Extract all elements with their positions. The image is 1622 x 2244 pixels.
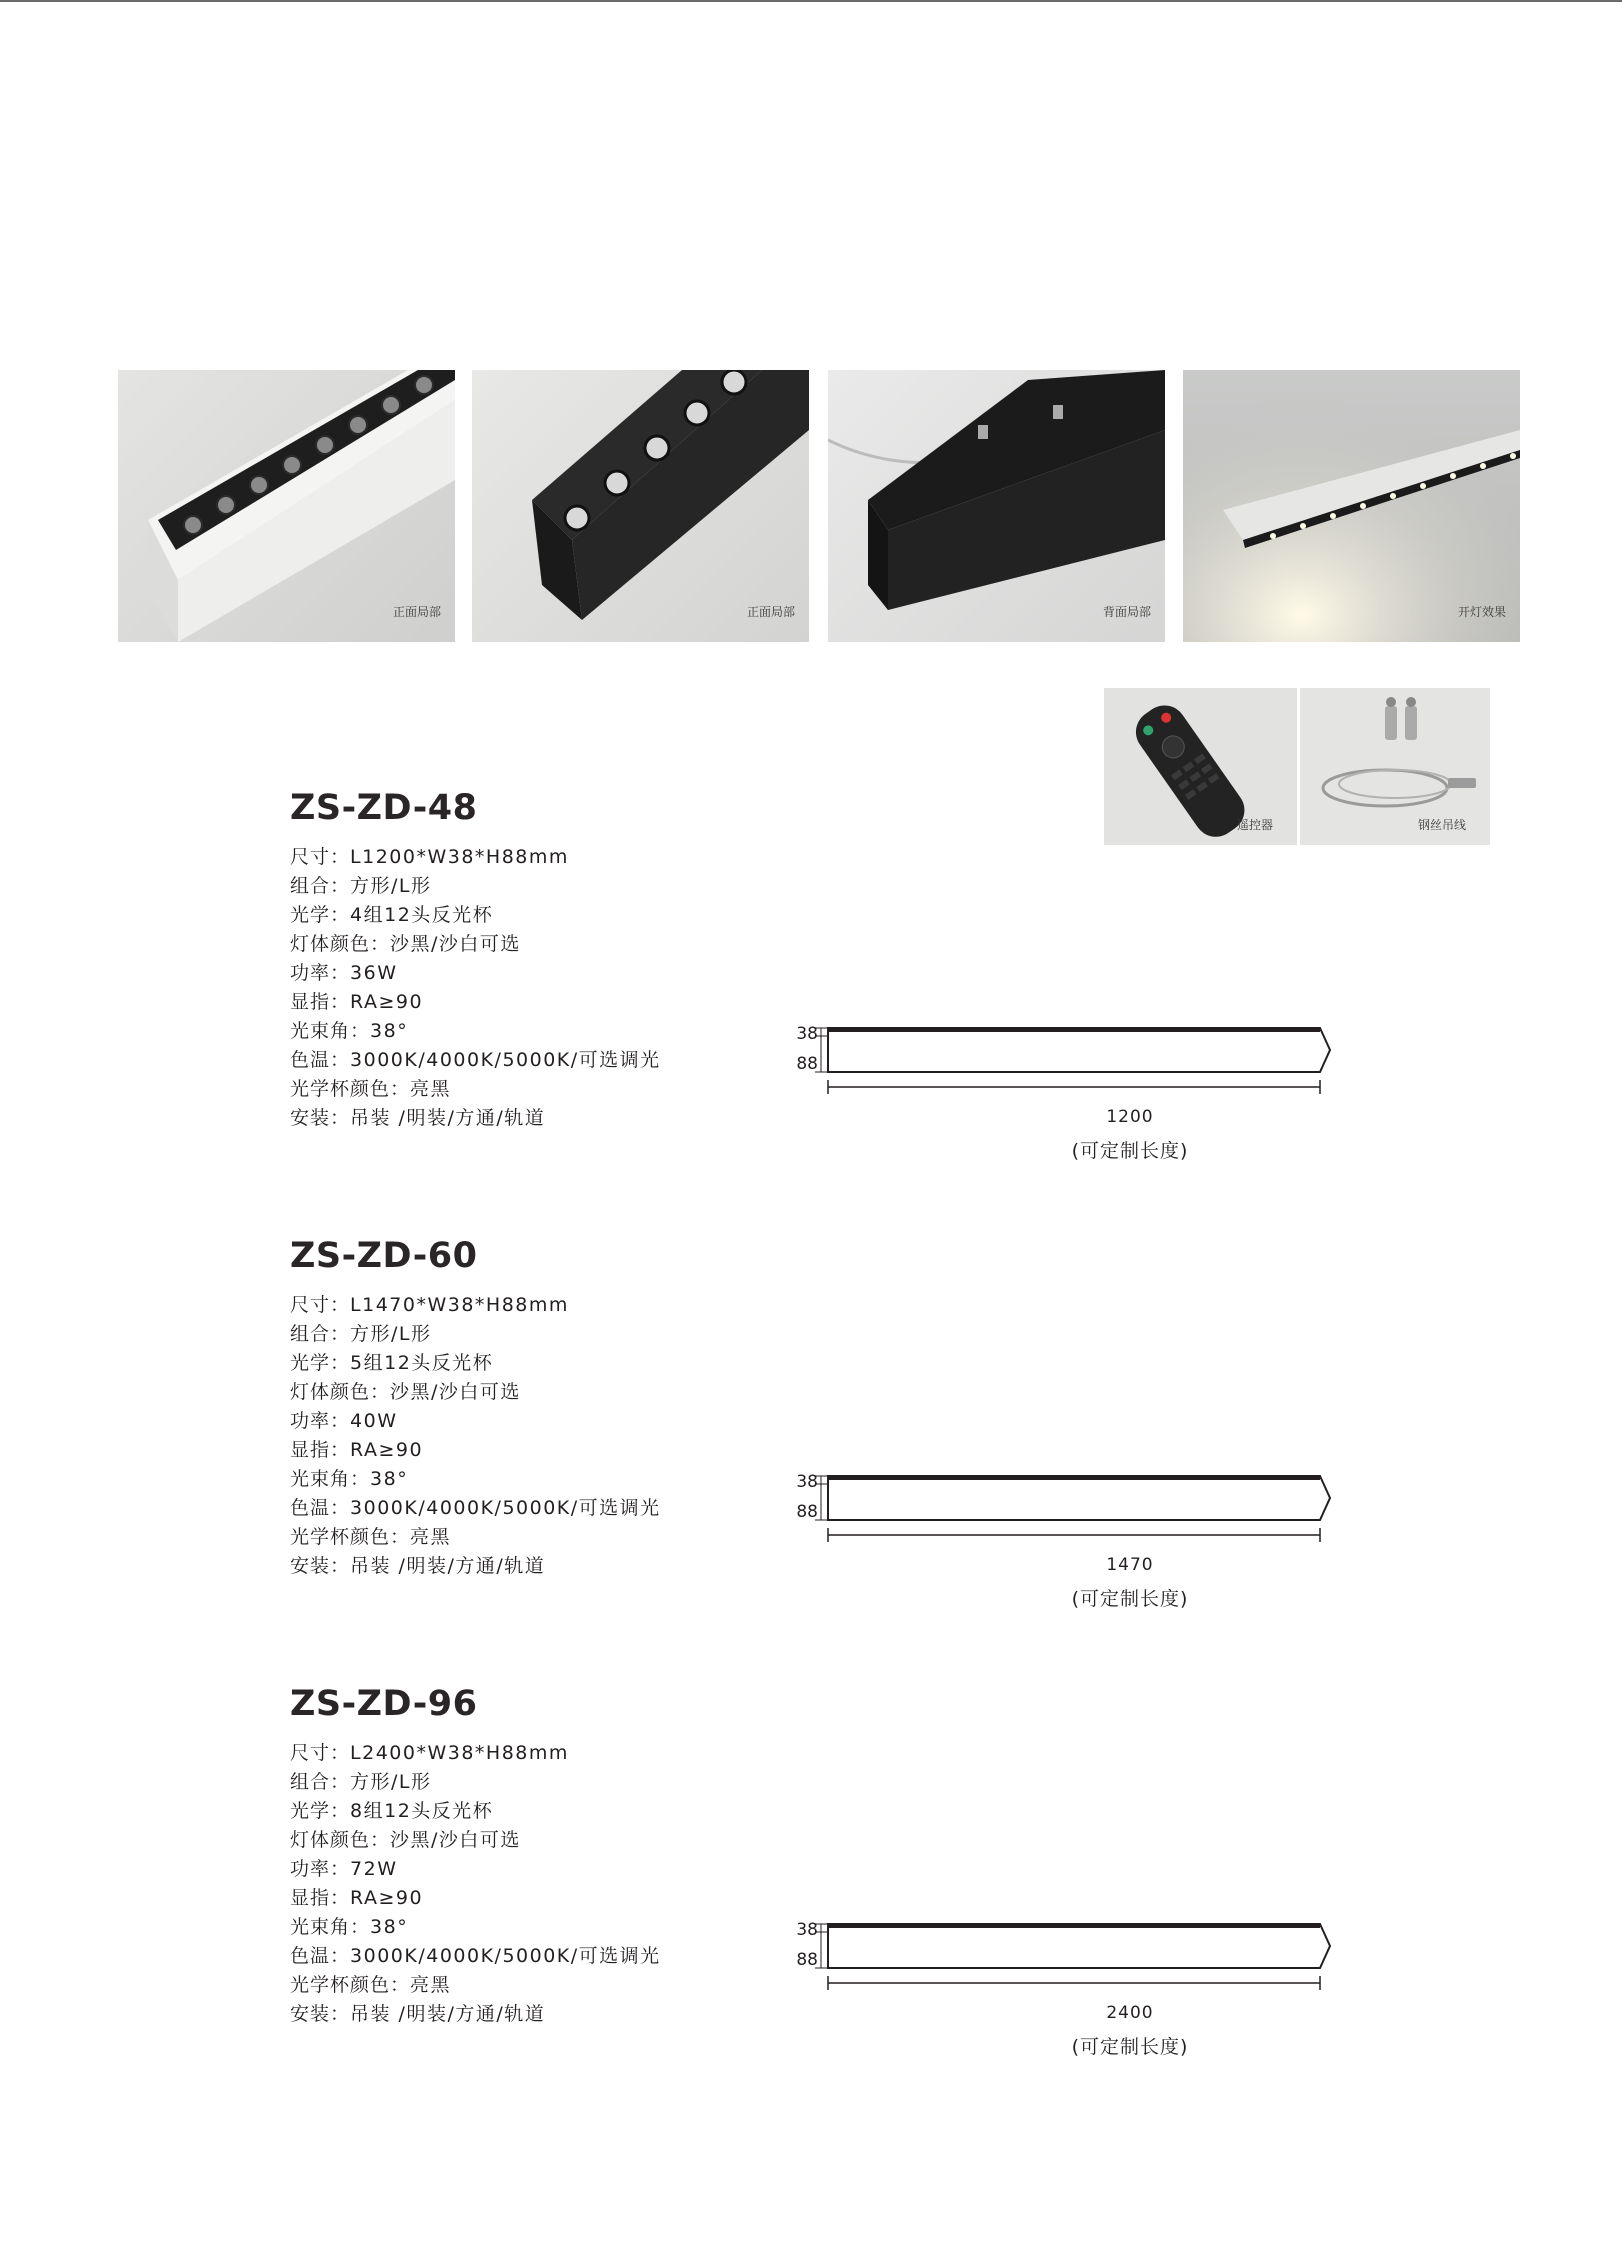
spec-list <box>290 843 661 1133</box>
top-rule <box>0 0 1622 2</box>
spec-size: 尺寸：L2400*W38*H88mm <box>290 1742 569 1764</box>
spec-beam-angle: 光束角：38° <box>290 1468 409 1490</box>
product-block-zs-zd-60 <box>290 1236 1560 1656</box>
spec-list <box>290 1291 661 1581</box>
spec-cri: 显指：RA≥90 <box>290 991 424 1013</box>
accessory-caption: 钢丝吊线 <box>1417 818 1466 832</box>
product-model: ZS-ZD-60 <box>290 1236 478 1276</box>
dimension-width: 38 <box>796 1024 818 1044</box>
photo-front-detail-white <box>118 370 455 642</box>
dimension-diagram <box>790 1024 1622 1174</box>
back-fixture-illustration <box>828 370 1165 642</box>
spec-body-color: 灯体颜色：沙黑/沙白可选 <box>290 1829 521 1851</box>
product-block-zs-zd-96 <box>290 1684 1560 2104</box>
product-model: ZS-ZD-48 <box>290 788 478 828</box>
dimension-height: 88 <box>796 1950 818 1970</box>
spec-power: 功率：72W <box>290 1858 398 1880</box>
dimension-note: (可定制长度) <box>1071 1588 1189 1610</box>
spec-cup-color: 光学杯颜色：亮黑 <box>290 1078 452 1100</box>
photo-caption: 背面局部 <box>1102 605 1151 619</box>
photo-caption: 开灯效果 <box>1457 605 1506 619</box>
spec-beam-angle: 光束角：38° <box>290 1916 409 1938</box>
photo-caption: 正面局部 <box>392 605 441 619</box>
dimension-height: 88 <box>796 1054 818 1074</box>
spec-optics: 光学：5组12头反光杯 <box>290 1352 494 1374</box>
black-fixture-illustration <box>472 370 809 642</box>
spec-installation: 安装：吊装 /明装/方通/轨道 <box>290 2003 546 2025</box>
spec-optics: 光学：4组12头反光杯 <box>290 904 494 926</box>
dimension-note: (可定制长度) <box>1071 1140 1189 1162</box>
dimension-length: 2400 <box>1106 2003 1154 2023</box>
spec-installation: 安装：吊装 /明装/方通/轨道 <box>290 1107 546 1129</box>
dimension-length: 1470 <box>1106 1555 1154 1575</box>
spec-size: 尺寸：L1200*W38*H88mm <box>290 846 569 868</box>
accessory-caption: 遥控器 <box>1236 818 1273 832</box>
spec-combination: 组合：方形/L形 <box>290 875 432 897</box>
spec-body-color: 灯体颜色：沙黑/沙白可选 <box>290 933 521 955</box>
spec-power: 功率：36W <box>290 962 398 984</box>
spec-body-color: 灯体颜色：沙黑/沙白可选 <box>290 1381 521 1403</box>
photo-caption: 正面局部 <box>746 605 795 619</box>
white-fixture-illustration <box>118 370 455 642</box>
dimension-length: 1200 <box>1106 1107 1154 1127</box>
spec-color-temp: 色温：3000K/4000K/5000K/可选调光 <box>290 1497 661 1519</box>
product-model: ZS-ZD-96 <box>290 1684 478 1724</box>
photo-back-detail <box>828 370 1165 642</box>
spec-list <box>290 1739 661 2029</box>
spec-color-temp: 色温：3000K/4000K/5000K/可选调光 <box>290 1945 661 1967</box>
spec-installation: 安装：吊装 /明装/方通/轨道 <box>290 1555 546 1577</box>
spec-size: 尺寸：L1470*W38*H88mm <box>290 1294 569 1316</box>
dimension-note: (可定制长度) <box>1071 2036 1189 2058</box>
spec-beam-angle: 光束角：38° <box>290 1020 409 1042</box>
product-block-zs-zd-48 <box>290 788 1560 1208</box>
dimension-width: 38 <box>796 1920 818 1940</box>
spec-combination: 组合：方形/L形 <box>290 1771 432 1793</box>
spec-combination: 组合：方形/L形 <box>290 1323 432 1345</box>
dimension-diagram <box>790 1920 1622 2070</box>
spec-cup-color: 光学杯颜色：亮黑 <box>290 1526 452 1548</box>
spec-cri: 显指：RA≥90 <box>290 1439 424 1461</box>
spec-cri: 显指：RA≥90 <box>290 1887 424 1909</box>
photo-front-detail-black <box>472 370 809 642</box>
dimension-width: 38 <box>796 1472 818 1492</box>
dimension-diagram <box>790 1472 1622 1622</box>
spec-power: 功率：40W <box>290 1410 398 1432</box>
spec-color-temp: 色温：3000K/4000K/5000K/可选调光 <box>290 1049 661 1071</box>
spec-optics: 光学：8组12头反光杯 <box>290 1800 494 1822</box>
spec-cup-color: 光学杯颜色：亮黑 <box>290 1974 452 1996</box>
lit-fixture-illustration <box>1183 370 1520 642</box>
dimension-height: 88 <box>796 1502 818 1522</box>
photo-lit-effect <box>1183 370 1520 642</box>
